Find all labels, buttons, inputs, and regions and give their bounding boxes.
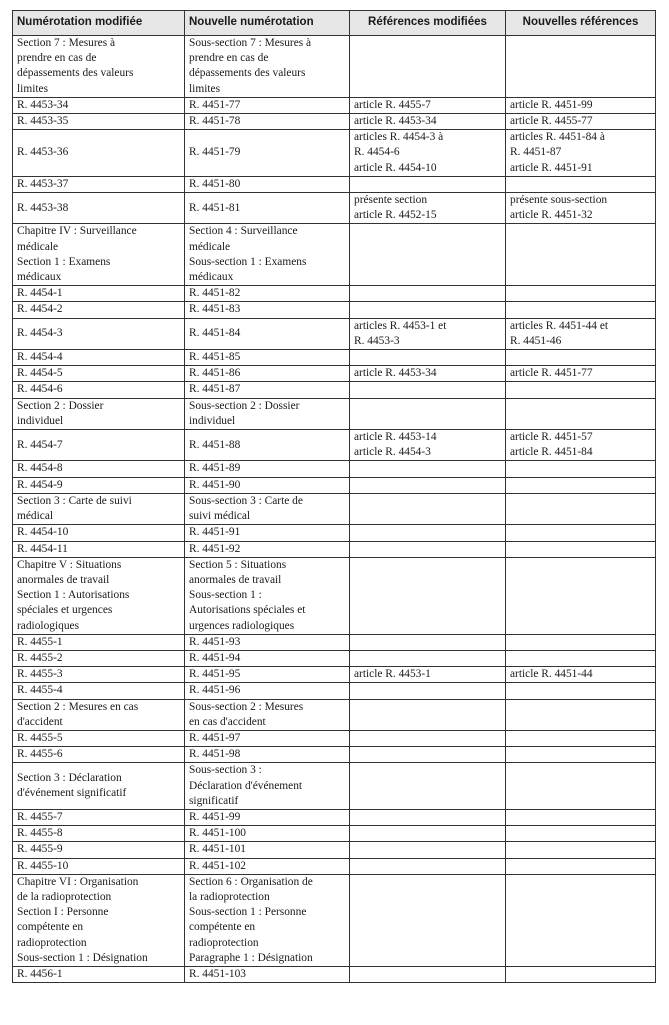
table-cell: R. 4451-96 [185,683,350,699]
table-cell [350,525,506,541]
table-cell: R. 4451-98 [185,747,350,763]
table-cell: R. 4454-4 [13,350,185,366]
table-cell: R. 4455-3 [13,667,185,683]
table-cell: R. 4454-1 [13,286,185,302]
table-cell: R. 4453-35 [13,114,185,130]
table-row [13,650,656,666]
table-cell [506,224,656,286]
table-cell [350,699,506,730]
table-cell: R. 4451-84 [185,318,350,349]
table-cell: R. 4453-37 [13,176,185,192]
column-header-new-numbering: Nouvelle numérotation [185,11,350,36]
table-cell: Chapitre VI : Organisation de la radioprotection Section I : Personne compétente en radioprotection Sous-section 1 : Désignation [13,874,185,966]
table-cell: R. 4451-79 [185,130,350,177]
table-cell: R. 4454-9 [13,477,185,493]
table-body [13,36,656,983]
table-cell: article R. 4455-7 [350,97,506,113]
table-cell: R. 4451-93 [185,634,350,650]
table-row [13,318,656,349]
table-cell: R. 4451-99 [185,809,350,825]
table-row [13,477,656,493]
table-cell: article R. 4453-34 [350,366,506,382]
table-cell [506,461,656,477]
table-cell: R. 4455-8 [13,826,185,842]
table-cell: articles R. 4451-44 et R. 4451-46 [506,318,656,349]
table-cell: R. 4456-1 [13,966,185,982]
table-cell [506,398,656,429]
table-row [13,826,656,842]
table-cell [506,858,656,874]
table-cell: article R. 4451-57 article R. 4451-84 [506,430,656,461]
table-row [13,286,656,302]
table-cell: R. 4451-89 [185,461,350,477]
table-cell: R. 4455-1 [13,634,185,650]
table-cell [350,730,506,746]
table-cell: R. 4451-86 [185,366,350,382]
table-cell [506,747,656,763]
table-row [13,809,656,825]
table-cell [506,842,656,858]
table-cell: R. 4455-6 [13,747,185,763]
table-row [13,683,656,699]
table-header-row [13,11,656,36]
table-row [13,130,656,177]
table-cell [350,461,506,477]
table-cell [350,826,506,842]
table-cell [350,763,506,810]
table-cell: Chapitre V : Situations anormales de travail Section 1 : Autorisations spéciales et urgences radiologiques [13,557,185,634]
table-cell: R. 4451-88 [185,430,350,461]
table-cell: articles R. 4454-3 à R. 4454-6 article R. 4454-10 [350,130,506,177]
table-row [13,493,656,524]
table-cell [506,286,656,302]
table-cell: R. 4453-34 [13,97,185,113]
table-row [13,382,656,398]
table-cell: R. 4451-90 [185,477,350,493]
table-row [13,176,656,192]
table-row [13,525,656,541]
table-cell: R. 4451-97 [185,730,350,746]
table-cell [506,826,656,842]
table-cell [350,398,506,429]
table-cell: R. 4451-77 [185,97,350,113]
table-cell [506,36,656,98]
table-row [13,193,656,224]
table-cell: Section 2 : Dossier individuel [13,398,185,429]
table-cell: article R. 4451-44 [506,667,656,683]
table-cell: Chapitre IV : Surveillance médicale Section 1 : Examens médicaux [13,224,185,286]
column-header-modified-references: Références modifiées [350,11,506,36]
table-cell [350,176,506,192]
table-row [13,366,656,382]
table-row [13,858,656,874]
table-cell: R. 4454-7 [13,430,185,461]
table-cell: présente section article R. 4452-15 [350,193,506,224]
table-cell [350,302,506,318]
table-cell: R. 4454-8 [13,461,185,477]
table-cell: R. 4451-102 [185,858,350,874]
table-cell [350,350,506,366]
table-row [13,97,656,113]
table-cell: R. 4451-101 [185,842,350,858]
table-cell [350,493,506,524]
table-cell [506,525,656,541]
table-cell: R. 4453-36 [13,130,185,177]
table-row [13,461,656,477]
table-row [13,874,656,966]
table-cell: R. 4451-95 [185,667,350,683]
table-cell: article R. 4451-99 [506,97,656,113]
table-row [13,763,656,810]
table-cell: articles R. 4451-84 à R. 4451-87 article R. 4451-91 [506,130,656,177]
table-cell: R. 4453-38 [13,193,185,224]
table-cell: R. 4455-5 [13,730,185,746]
table-cell: R. 4451-83 [185,302,350,318]
column-header-new-references: Nouvelles références [506,11,656,36]
table-row [13,747,656,763]
table-row [13,224,656,286]
table-cell [506,493,656,524]
column-header-old-numbering: Numérotation modifiée [13,11,185,36]
table-cell: R. 4455-7 [13,809,185,825]
table-cell [506,382,656,398]
table-cell: Section 7 : Mesures à prendre en cas de dépassements des valeurs limites [13,36,185,98]
table-row [13,36,656,98]
table-cell [350,224,506,286]
table-cell [506,809,656,825]
table-cell [506,634,656,650]
table-row [13,730,656,746]
table-cell: R. 4454-5 [13,366,185,382]
table-cell: R. 4454-10 [13,525,185,541]
table-cell [506,763,656,810]
table-cell: R. 4451-81 [185,193,350,224]
table-row [13,667,656,683]
table-cell [350,286,506,302]
table-row [13,699,656,730]
table-cell: Section 3 : Carte de suivi médical [13,493,185,524]
table-cell [506,176,656,192]
table-cell: R. 4451-85 [185,350,350,366]
table-cell: R. 4454-3 [13,318,185,349]
table-row [13,966,656,982]
table-cell: Sous-section 7 : Mesures à prendre en cas de dépassements des valeurs limites [185,36,350,98]
table-row [13,557,656,634]
table-cell: présente sous-section article R. 4451-32 [506,193,656,224]
table-row [13,541,656,557]
table-cell: articles R. 4453-1 et R. 4453-3 [350,318,506,349]
table-row [13,114,656,130]
table-cell: Section 2 : Mesures en cas d'accident [13,699,185,730]
table-cell [506,874,656,966]
table-cell [350,966,506,982]
table-cell [506,699,656,730]
table-cell [506,477,656,493]
table-cell: article R. 4451-77 [506,366,656,382]
table-row [13,842,656,858]
table-cell: R. 4454-2 [13,302,185,318]
table-cell: R. 4451-91 [185,525,350,541]
table-cell: R. 4451-92 [185,541,350,557]
table-cell: article R. 4453-34 [350,114,506,130]
table-row [13,430,656,461]
table-cell [350,477,506,493]
table-cell: R. 4451-87 [185,382,350,398]
table-cell: Sous-section 2 : Dossier individuel [185,398,350,429]
table-cell [350,634,506,650]
table-cell: R. 4455-2 [13,650,185,666]
table-cell [350,557,506,634]
table-cell: R. 4451-103 [185,966,350,982]
table-row [13,302,656,318]
table-row [13,350,656,366]
table-cell [350,858,506,874]
table-cell [350,382,506,398]
table-cell: Section 3 : Déclaration d'événement significatif [13,763,185,810]
table-cell: article R. 4455-77 [506,114,656,130]
table-cell [506,730,656,746]
table-cell [350,747,506,763]
table-cell: article R. 4453-14 article R. 4454-3 [350,430,506,461]
table-cell [506,557,656,634]
table-cell: R. 4451-100 [185,826,350,842]
table-cell [350,541,506,557]
table-cell [506,650,656,666]
correspondence-table [12,10,656,983]
table-cell [350,683,506,699]
table-cell: R. 4451-78 [185,114,350,130]
table-cell: R. 4454-6 [13,382,185,398]
table-cell: R. 4455-9 [13,842,185,858]
table-cell: Sous-section 2 : Mesures en cas d'accident [185,699,350,730]
table-cell [350,650,506,666]
table-cell [506,302,656,318]
table-cell: Section 5 : Situations anormales de travail Sous-section 1 : Autorisations spéciales et urgences radiologiques [185,557,350,634]
table-cell [350,809,506,825]
table-cell [350,874,506,966]
table-cell: article R. 4453-1 [350,667,506,683]
table-row [13,398,656,429]
table-cell: R. 4451-80 [185,176,350,192]
table-cell: Sous-section 3 : Carte de suivi médical [185,493,350,524]
table-cell [350,36,506,98]
table-cell: R. 4454-11 [13,541,185,557]
table-cell [506,350,656,366]
table-row [13,634,656,650]
table-cell [506,966,656,982]
table-cell: Sous-section 3 : Déclaration d'événement significatif [185,763,350,810]
table-cell: R. 4455-4 [13,683,185,699]
table-cell: Section 6 : Organisation de la radioprotection Sous-section 1 : Personne compétente en radioprotection Paragraphe 1 : Désignation [185,874,350,966]
table-cell: Section 4 : Surveillance médicale Sous-section 1 : Examens médicaux [185,224,350,286]
table-cell: R. 4455-10 [13,858,185,874]
table-cell [350,842,506,858]
table-cell [506,683,656,699]
table-cell [506,541,656,557]
table-cell: R. 4451-94 [185,650,350,666]
table-cell: R. 4451-82 [185,286,350,302]
